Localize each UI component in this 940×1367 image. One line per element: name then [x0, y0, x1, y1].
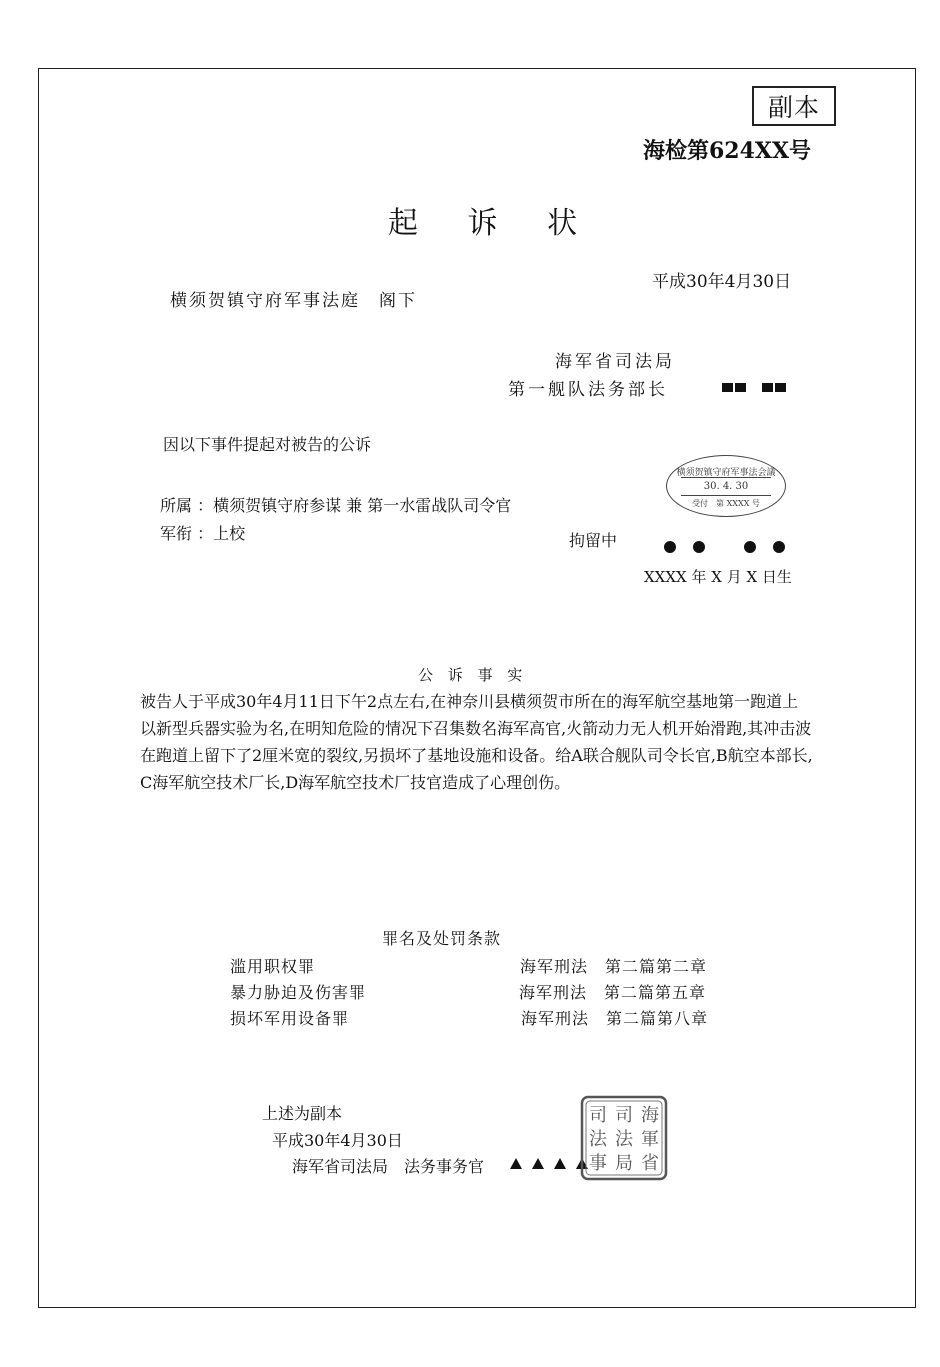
seal-glyph: 省: [641, 1153, 659, 1174]
charge-law: 海军刑法 第二篇第八章: [521, 1009, 709, 1028]
redacted-defendant-given-name: [744, 541, 785, 553]
copy-label-box: 副本: [752, 86, 836, 126]
facts-line: 以新型兵器实验为名,在明知危险的情况下召集数名海军高官,火箭动力无人机开始滑跑,其冲击波: [140, 719, 812, 738]
detention-status: 拘留中: [569, 531, 618, 550]
document-number: 海检第624XX号: [643, 138, 812, 164]
charge-name: 损坏军用设备罪: [230, 1009, 350, 1028]
charges-heading: 罪名及处罚条款: [382, 929, 502, 948]
redacted-officer-name: [510, 1158, 588, 1169]
receipt-stamp-number: 受付 第 XXXX 号: [692, 499, 760, 508]
facts-line: 在跑道上留下了2厘米宽的裂纹,另损坏了基地设施和设备。给A联合舰队司令长官,B航空本部长,: [140, 746, 813, 765]
charge-name: 暴力胁迫及伤害罪: [230, 983, 367, 1002]
seal-glyph: 軍: [641, 1129, 659, 1150]
charge-law: 海军刑法 第二篇第二章: [520, 957, 708, 976]
facts-heading: 公 诉 事 实: [418, 666, 528, 684]
redacted-defendant-surname: [664, 541, 705, 553]
defendant-birthdate: XXXX 年 X 月 X 日生: [644, 568, 792, 586]
redacted-name-part-1: [722, 383, 746, 392]
certification-date: 平成30年4月30日: [272, 1131, 403, 1150]
seal-glyph: 司: [589, 1105, 607, 1126]
seal-glyph: 法: [589, 1129, 607, 1150]
sender-office: 海军省司法局: [555, 352, 675, 372]
facts-line: 被告人于平成30年4月11日下午2点左右,在神奈川县横须贺市所在的海军航空基地第一跑道上: [140, 692, 799, 711]
facts-body: [140, 688, 870, 796]
addressee: 横须贺镇守府军事法庭 阁下: [170, 291, 417, 311]
defendant-affiliation: 所属 ：横须贺镇守府参谋 兼 第一水雷战队司令官: [160, 496, 512, 515]
sender-title: 第一舰队法务部长: [508, 380, 668, 400]
seal-glyph: 事: [589, 1153, 607, 1174]
official-seal: [580, 1095, 668, 1181]
charge-law: 海军刑法 第二篇第五章: [519, 983, 707, 1002]
receipt-stamp-court: 横须贺镇守府军事法会議: [676, 468, 776, 478]
seal-glyph: 海: [641, 1105, 659, 1126]
receipt-stamp: [666, 455, 786, 517]
document-title: 起 诉 状: [388, 206, 598, 241]
intro-text: 因以下事件提起对被告的公诉: [163, 435, 372, 454]
charge-name: 滥用职权罪: [230, 957, 316, 976]
seal-glyph: 局: [615, 1153, 633, 1174]
certification-statement: 上述为副本: [262, 1104, 343, 1123]
defendant-rank: 军衔 ：上校: [160, 524, 246, 543]
facts-line: C海军航空技术厂长,D海军航空技术厂技官造成了心理创伤。: [140, 773, 571, 792]
receipt-stamp-date: 30. 4. 30: [703, 481, 749, 492]
document-date: 平成30年4月30日: [652, 272, 792, 292]
seal-glyph: 司: [615, 1105, 633, 1126]
redacted-name-part-2: [762, 383, 786, 392]
certification-officer: 海军省司法局 法务事务官: [292, 1157, 485, 1176]
seal-glyph: 法: [615, 1129, 633, 1150]
